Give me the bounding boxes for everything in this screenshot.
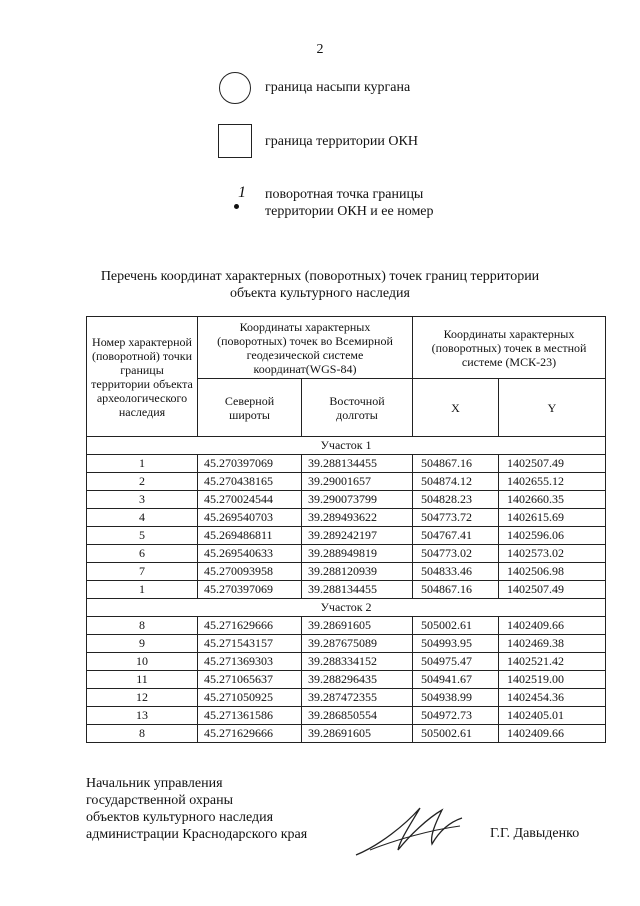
cell-num: 5 [87,527,198,545]
signature-line2: государственной охраны [86,793,234,808]
table-row [87,635,606,653]
table-row [87,653,606,671]
table-row [87,689,606,707]
section-row [87,599,606,617]
header-point-number: Номер характерной (поворотной) точки границы территории объекта археологического наследия [87,317,198,437]
cell-lat: 45.271629666 [198,725,302,743]
cell-x: 504938.99 [413,689,499,707]
cell-lon: 39.289242197 [302,527,413,545]
signature-line3: объектов культурного наследия [86,810,274,825]
cell-x: 504867.16 [413,581,499,599]
cell-lat: 45.269540703 [198,509,302,527]
title-line2: объекта культурного наследия [230,286,410,301]
header-wgs-group: Координаты характерных (поворотных) точек во Всемирной геодезической системе координат(WGS-84) [198,317,413,379]
table-row [87,707,606,725]
cell-y: 1402519.00 [499,671,606,689]
cell-x: 504767.41 [413,527,499,545]
cell-lat: 45.269540633 [198,545,302,563]
cell-num: 12 [87,689,198,707]
cell-lon: 39.289493622 [302,509,413,527]
cell-num: 1 [87,581,198,599]
document-title [60,268,580,302]
legend-okn-boundary: граница территории ОКН [265,134,418,149]
cell-lat: 45.270024544 [198,491,302,509]
cell-y: 1402454.36 [499,689,606,707]
table-body [87,437,606,743]
cell-lon: 39.28691605 [302,725,413,743]
cell-num: 6 [87,545,198,563]
cell-lon: 39.288296435 [302,671,413,689]
header-lat: Северной широты [198,379,302,437]
cell-x: 505002.61 [413,617,499,635]
cell-lat: 45.271361586 [198,707,302,725]
cell-y: 1402615.69 [499,509,606,527]
cell-num: 8 [87,617,198,635]
cell-x: 504828.23 [413,491,499,509]
cell-y: 1402469.38 [499,635,606,653]
cell-x: 504833.46 [413,563,499,581]
cell-num: 7 [87,563,198,581]
handwritten-signature [350,800,470,860]
table-row [87,671,606,689]
cell-num: 10 [87,653,198,671]
cell-x: 504773.72 [413,509,499,527]
cell-y: 1402655.12 [499,473,606,491]
square-legend-icon [218,124,252,158]
title-line1: Перечень координат характерных (поворотных) точек границ территории [100,269,540,284]
header-msk-group: Координаты характерных (поворотных) точек в местной системе (МСК-23) [413,317,606,379]
cell-num: 3 [87,491,198,509]
cell-lon: 39.287472355 [302,689,413,707]
legend-point-line2: территории ОКН и ее номер [265,204,434,219]
cell-lat: 45.270397069 [198,455,302,473]
cell-y: 1402507.49 [499,455,606,473]
cell-lat: 45.271369303 [198,653,302,671]
cell-y: 1402409.66 [499,725,606,743]
table-row [87,581,606,599]
cell-y: 1402573.02 [499,545,606,563]
section-title: Участок 1 [87,437,606,455]
cell-lon: 39.28691605 [302,617,413,635]
cell-lat: 45.271065637 [198,671,302,689]
cell-y: 1402409.66 [499,617,606,635]
header-x: X [413,379,499,437]
cell-num: 11 [87,671,198,689]
cell-lon: 39.288334152 [302,653,413,671]
cell-x: 504972.73 [413,707,499,725]
table-row [87,473,606,491]
cell-y: 1402596.06 [499,527,606,545]
cell-x: 505002.61 [413,725,499,743]
cell-lon: 39.29001657 [302,473,413,491]
signature-line1: Начальник управления [86,776,223,791]
section-row [87,437,606,455]
legend-point-line1: поворотная точка границы [265,187,424,202]
cell-lon: 39.288949819 [302,545,413,563]
cell-x: 504975.47 [413,653,499,671]
cell-lon: 39.288134455 [302,581,413,599]
header-lon: Восточной долготы [302,379,413,437]
signature-name: Г.Г. Давыденко [490,826,580,841]
table-row [87,527,606,545]
cell-num: 1 [87,455,198,473]
cell-lat: 45.270093958 [198,563,302,581]
cell-lon: 39.286850554 [302,707,413,725]
cell-x: 504941.67 [413,671,499,689]
cell-num: 2 [87,473,198,491]
table-row [87,455,606,473]
signature-line4: администрации Краснодарского края [86,827,308,842]
cell-y: 1402507.49 [499,581,606,599]
table-row [87,725,606,743]
section-title: Участок 2 [87,599,606,617]
cell-y: 1402660.35 [499,491,606,509]
cell-lat: 45.270438165 [198,473,302,491]
signature-title [86,775,307,843]
cell-num: 13 [87,707,198,725]
page-number: 2 [316,42,324,57]
circle-legend-icon [219,72,251,104]
cell-num: 9 [87,635,198,653]
cell-y: 1402405.01 [499,707,606,725]
legend-point-description [265,186,434,220]
cell-lon: 39.290073799 [302,491,413,509]
cell-lon: 39.288120939 [302,563,413,581]
table-row [87,563,606,581]
legend-point-number: 1 [238,184,246,201]
coordinates-table [86,316,606,743]
cell-lat: 45.271543157 [198,635,302,653]
cell-x: 504874.12 [413,473,499,491]
cell-num: 8 [87,725,198,743]
header-y: Y [499,379,606,437]
cell-x: 504993.95 [413,635,499,653]
cell-lat: 45.271050925 [198,689,302,707]
cell-lat: 45.271629666 [198,617,302,635]
cell-y: 1402506.98 [499,563,606,581]
cell-num: 4 [87,509,198,527]
cell-lon: 39.288134455 [302,455,413,473]
legend-mound-boundary: граница насыпи кургана [265,80,411,95]
table-row [87,509,606,527]
cell-x: 504867.16 [413,455,499,473]
cell-lat: 45.269486811 [198,527,302,545]
point-dot-icon [234,204,239,209]
table-row [87,491,606,509]
cell-x: 504773.02 [413,545,499,563]
table-row [87,545,606,563]
cell-y: 1402521.42 [499,653,606,671]
cell-lon: 39.287675089 [302,635,413,653]
table-row [87,617,606,635]
cell-lat: 45.270397069 [198,581,302,599]
